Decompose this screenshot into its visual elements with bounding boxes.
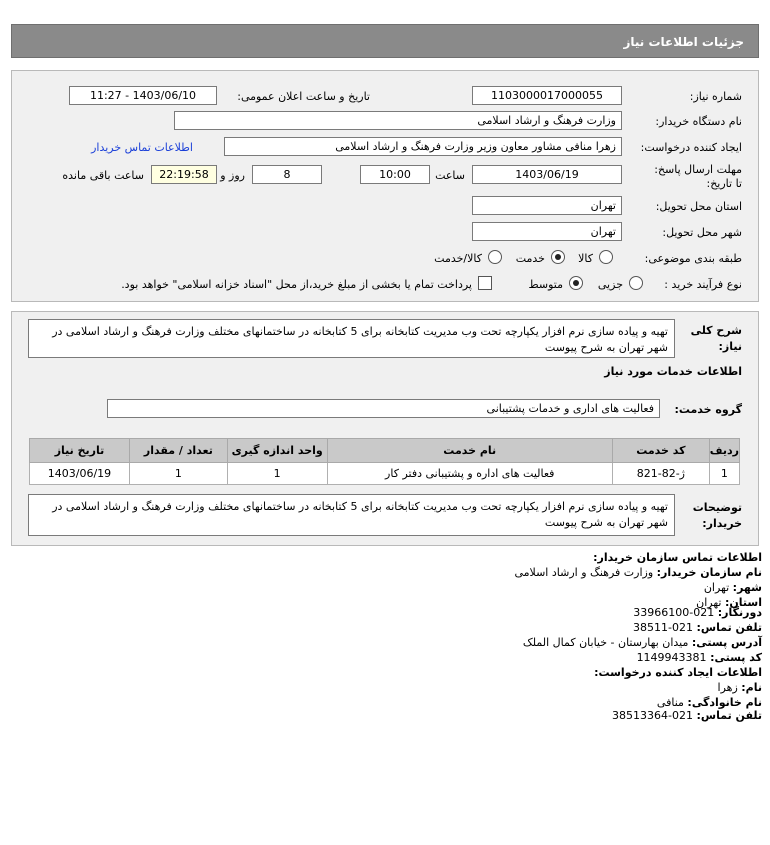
col-qty: تعداد / مقدار — [129, 439, 227, 463]
contact-address-label: آدرس پستی: — [691, 636, 762, 649]
cell-code: ژ-82-821 — [612, 463, 709, 485]
buyer-org-field[interactable]: وزارت فرهنگ و ارشاد اسلامی — [174, 111, 622, 130]
col-code: کد خدمت — [612, 439, 709, 463]
deadline-label: مهلت ارسال پاسخ: تا تاریخ: — [654, 163, 742, 190]
announce-label: تاریخ و ساعت اعلان عمومی: — [237, 90, 370, 103]
process-medium-label: متوسط — [528, 278, 563, 291]
process-medium-radio[interactable] — [569, 276, 583, 290]
creator-name-label: نام: — [741, 681, 762, 694]
deadline-time-field[interactable]: 10:00 — [360, 165, 430, 184]
category-goods-service-radio[interactable] — [488, 250, 502, 264]
contact-postal-label: کد پستی: — [710, 651, 762, 664]
contact-address-value: میدان بهارستان - خیابان کمال الملک — [522, 636, 689, 649]
category-service-radio[interactable] — [551, 250, 565, 264]
creator-family — [657, 696, 762, 709]
province-field[interactable]: تهران — [472, 196, 622, 215]
contact-address — [523, 636, 762, 649]
contact-city — [704, 581, 762, 594]
city-field[interactable]: تهران — [472, 222, 622, 241]
col-name: نام خدمت — [327, 439, 612, 463]
service-group-field[interactable]: فعالیت های اداری و خدمات پشتیبانی — [107, 399, 660, 418]
contact-province-label: استان: — [725, 596, 762, 609]
time-label: ساعت — [435, 169, 465, 182]
contact-postal — [637, 651, 762, 664]
requester-label: ایجاد کننده درخواست: — [640, 141, 742, 154]
cell-date: 1403/06/19 — [30, 463, 130, 485]
contact-org-value: وزارت فرهنگ و ارشاد اسلامی — [514, 566, 654, 579]
requester-field[interactable]: زهرا منافی مشاور معاون وزیر وزارت فرهنگ و ارشاد اسلامی — [224, 137, 622, 156]
contact-province-value: تهران — [696, 596, 722, 609]
creator-name — [718, 681, 762, 694]
creator-family-value: منافی — [656, 696, 684, 709]
payment-note: پرداخت تمام یا بخشی از مبلغ خرید،از محل "اسناد خزانه اسلامی" خواهد بود. — [121, 278, 472, 291]
category-label: طبقه بندی موضوعی: — [644, 252, 742, 265]
buyer-org-label: نام دستگاه خریدار: — [655, 115, 742, 128]
contact-postal-value: 1149943381 — [636, 651, 707, 664]
contact-phone-value: 021-38511 — [633, 621, 694, 634]
col-date: تاریخ نیاز — [30, 439, 130, 463]
cell-unit: 1 — [227, 463, 327, 485]
creator-phone — [612, 709, 762, 722]
contact-city-label: شهر: — [732, 581, 762, 594]
province-label: استان محل تحویل: — [655, 200, 742, 213]
summary-label: شرح کلی نیاز: — [690, 324, 742, 353]
category-goods-label: کالا — [578, 252, 593, 265]
creator-title: اطلاعات ایجاد کننده درخواست: — [594, 666, 762, 679]
contact-org — [514, 566, 762, 579]
cell-name: فعالیت های اداره و پشتیبانی دفتر کار — [327, 463, 612, 485]
remaining-label: ساعت باقی مانده — [62, 169, 144, 182]
col-unit: واحد اندازه گیری — [227, 439, 327, 463]
category-goods-service-label: کالا/خدمت — [434, 252, 482, 265]
creator-family-label: نام خانوادگی: — [687, 696, 762, 709]
contact-fax-value: 021-33966100 — [633, 606, 715, 619]
creator-name-value: زهرا — [717, 681, 738, 694]
buyer-desc-label: توضیحات خریدار: — [692, 501, 742, 530]
cell-row: 1 — [709, 463, 739, 485]
contact-phone — [633, 621, 762, 634]
services-section-title: اطلاعات خدمات مورد نیاز — [604, 365, 742, 378]
creator-phone-label: تلفن تماس: — [696, 709, 762, 722]
creator-phone-value: 021-38513364 — [612, 709, 694, 722]
days-field[interactable]: 8 — [252, 165, 322, 184]
contact-fax-label: دورنگار: — [717, 606, 762, 619]
category-goods-radio[interactable] — [599, 250, 613, 264]
remaining-time-field: 22:19:58 — [151, 165, 217, 184]
process-minor-radio[interactable] — [629, 276, 643, 290]
deadline-date-field[interactable]: 1403/06/19 — [472, 165, 622, 184]
process-minor-label: جزیی — [597, 278, 623, 291]
announce-field[interactable]: 1403/06/10 - 11:27 — [69, 86, 217, 105]
days-label: روز و — [220, 169, 245, 182]
category-service-label: خدمت — [515, 252, 545, 265]
treasury-payment-checkbox[interactable] — [478, 276, 492, 290]
contact-org-label: نام سازمان خریدار: — [656, 566, 762, 579]
col-row: ردیف — [709, 439, 739, 463]
need-number-label: شماره نیاز: — [689, 90, 742, 103]
summary-text[interactable]: تهیه و پیاده سازی نرم افزار یکپارچه تحت وب مدیریت کتابخانه برای 5 کتابخانه در ساختمانهای مختلف وزارت فرهنگ و ارشاد اسلامی در شهر تهران به شرح پیوست — [28, 319, 675, 358]
service-group-label: گروه خدمت: — [674, 403, 742, 416]
city-label: شهر محل تحویل: — [662, 226, 742, 239]
need-number-field[interactable]: 1103000017000055 — [472, 86, 622, 105]
contact-city-value: تهران — [703, 581, 730, 594]
cell-qty: 1 — [129, 463, 227, 485]
services-table — [29, 438, 740, 485]
process-label: نوع فرآیند خرید : — [664, 278, 742, 291]
contact-phone-label: تلفن تماس: — [696, 621, 762, 634]
contact-fax — [633, 606, 762, 619]
buyer-contact-link[interactable]: اطلاعات تماس خریدار — [91, 141, 193, 154]
page-header: جزئیات اطلاعات نیاز — [11, 24, 759, 58]
buyer-desc-text[interactable]: تهیه و پیاده سازی نرم افزار یکپارچه تحت وب مدیریت کتابخانه برای 5 کتابخانه در ساختمانهای مختلف وزارت فرهنگ و ارشاد اسلامی در شهر تهران به شرح پیوست — [28, 494, 675, 536]
contact-title: اطلاعات تماس سازمان خریدار: — [593, 551, 762, 564]
table-row — [30, 463, 740, 485]
